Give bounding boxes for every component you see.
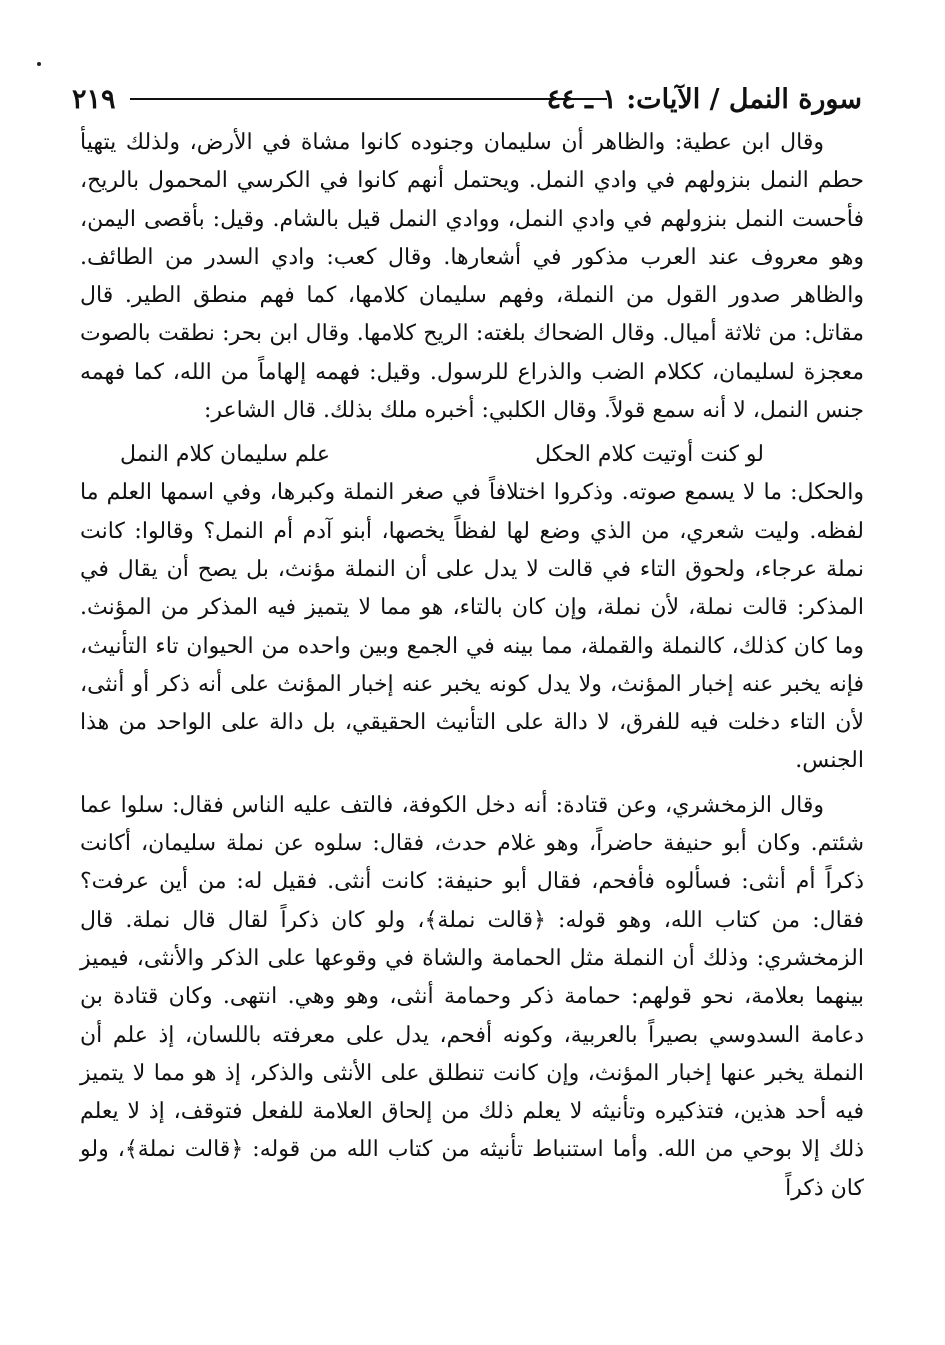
poetry-verse [80,436,864,474]
page-header [72,84,862,124]
verse-hemistich-second: علم سليمان كلام النمل [120,442,331,468]
paragraph-ibn-atiyya: وقال ابن عطية: والظاهر أن سليمان وجنوده كانوا مشاة في الأرض، ولذلك يتهيأ حطم النمل بنزولهم في وادي النمل. ويحتمل أنهم كانوا في الكرسي المحمول بالريح، فأحست النمل بنزولهم في وادي النمل، ووادي النمل قيل بالشام. وقيل: بأقصى اليمن، وهو معروف عند العرب مذكور في أشعارها. وقال كعب: وادي السدر من الطائف. والظاهر صدور القول من النملة، وفهم سليمان كلامها، كما فهم منطق الطير. قال مقاتل: من ثلاثة أميال. وقال الضحاك بلغته: الريح كلامها. وقال ابن بحر: نطقت بالصوت معجزة لسليمان، ككلام الضب والذراع للرسول. وقيل: فهمه إلهاماً من الله، كما فهمه جنس النمل، لا أنه سمع قولاً. وقال الكلبي: أخبره ملك بذلك. قال الشاعر: [80,130,864,424]
paragraph-zamakhshari: وقال الزمخشري، وعن قتادة: أنه دخل الكوفة، فالتف عليه الناس فقال: سلوا عما شئتم. وكان أبو حنيفة حاضراً، وهو غلام حدث، فقال: سلوه عن نملة سليمان، أكانت ذكراً أم أنثى: فسألوه فأفحم، فقال أبو حنيفة: كانت أنثى. فقيل له: من أين عرفت؟ فقال: من كتاب الله، وهو قوله: ﴿قالت نملة﴾، ولو كان ذكراً لقال قال نملة. قال الزمخشري: وذلك أن النملة مثل الحمامة والشاة في وقوعها على الذكر والأنثى، فيميز بينهما بعلامة، نحو قولهم: حمامة ذكر وحمامة أنثى، وهو وهي. انتهى. وكان قتادة بن دعامة السدوسي بصيراً بالعربية، وكونه أفحم، يدل على معرفته باللسان، إذ علم أن النملة يخبر عنها إخبار المؤنث، وإن كانت تنطلق على الأنثى والذكر، إذ هو مما لا يتميز فيه أحد هذين، فتذكيره وتأنيثه لا يعلم ذلك من إلحاق العلامة للفعل فتوقف، إذ لا يعلم ذلك إلا بوحي من الله. وأما استنباط تأنيثه من كتاب الله من قوله: ﴿قالت نملة﴾، ولو كان ذكراً [80,792,864,1201]
verse-hemistich-first: لو كنت أوتيت كلام الحكل [535,442,764,468]
scan-speck [37,62,41,66]
running-title: سورة النمل / الآيات: ١ ـ ٤٤ [546,84,862,115]
header-rule [130,98,607,100]
page-number: ٢١٩ [72,84,116,115]
paragraph-hakl: والحكل: ما لا يسمع صوته. وذكروا اختلافاً في صغر النملة وكبرها، وفي اسمها العلم ما لفظه. وليت شعري، من الذي وضع لها لفظاً يخصها، أبنو آدم أم النمل؟ وقالوا: كانت نملة عرجاء، ولحوق التاء في قالت لا يدل على أن النملة مؤنث، بل يصح أن يقال في المذكر: قالت نملة، لأن نملة، وإن كان بالتاء، هو مما لا يتميز فيه المذكر من المؤنث. وما كان كذلك، كالنملة والقملة، مما بينه في الجمع وبين واحده من الحيوان تاء التأنيث، فإنه يخبر عنه إخبار المؤنث، ولا يدل كونه يخبر عنه إخبار المؤنث على أنه ذكر أو أنثى، لأن التاء دخلت فيه للفرق، لا دالة على التأنيث الحقيقي، بل دالة على الواحد من هذا الجنس. [80,480,864,774]
page-body [80,124,864,1208]
